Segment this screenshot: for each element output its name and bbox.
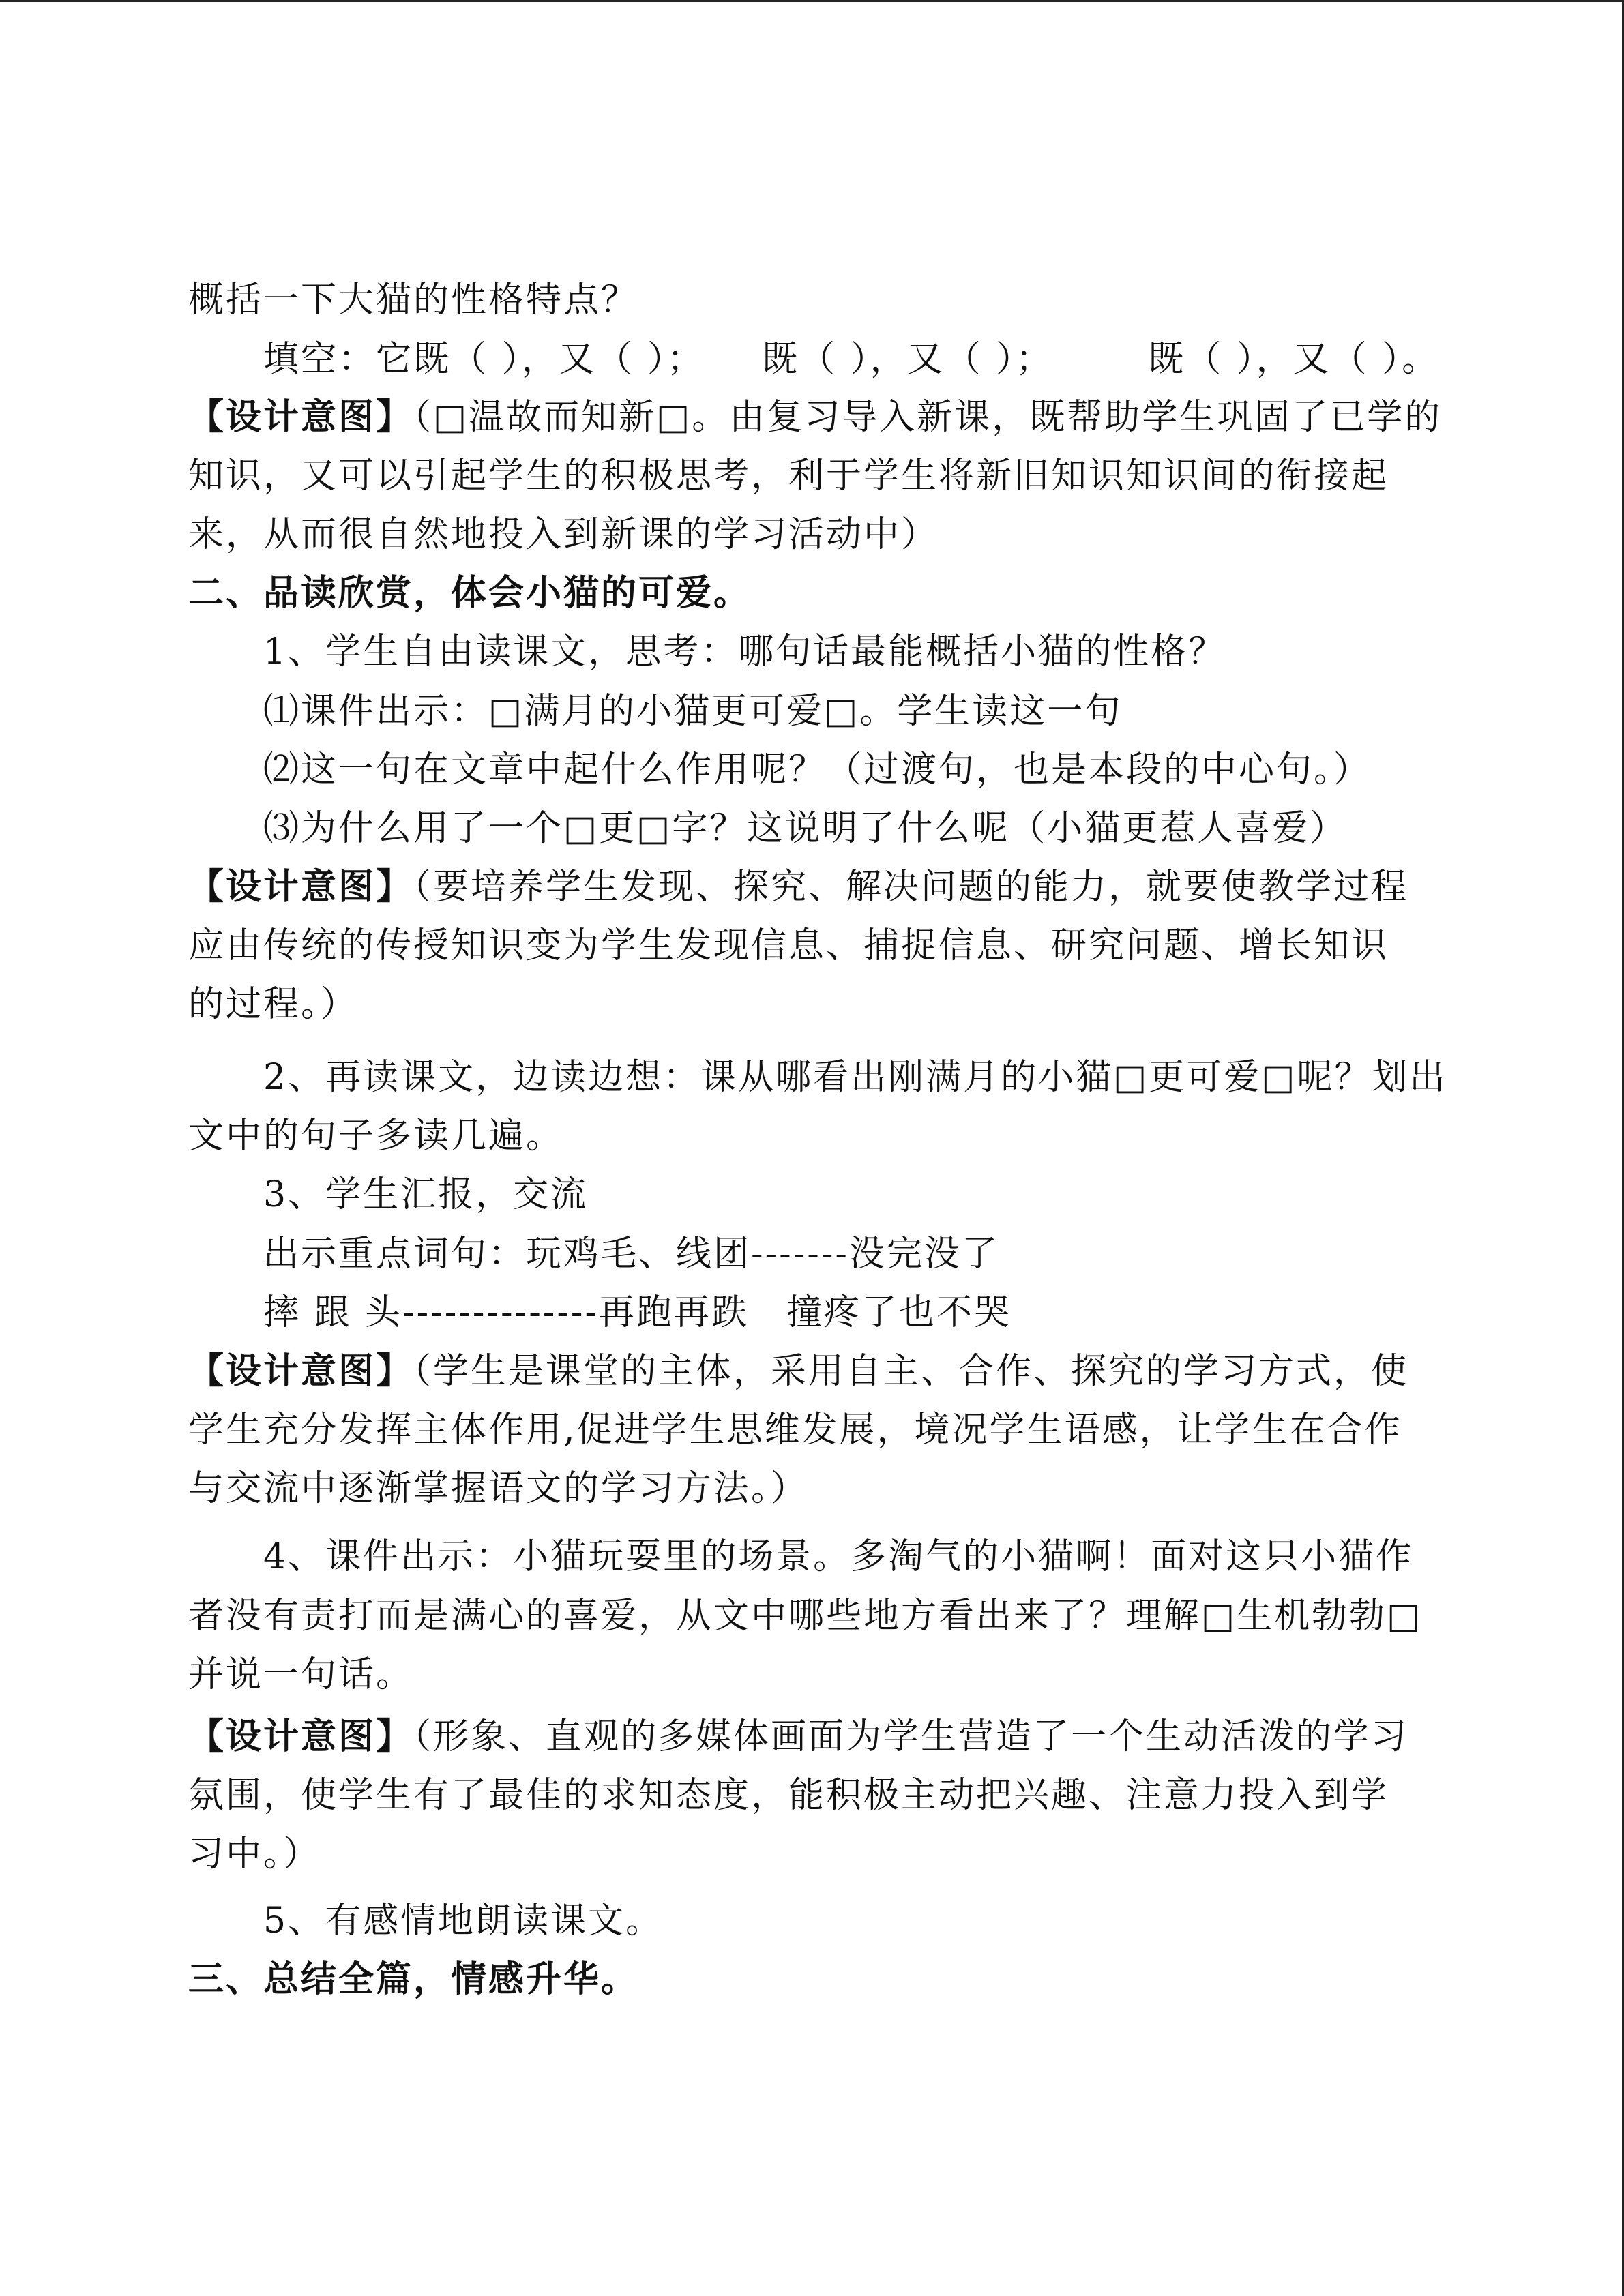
text-line: 填空：它既（ ），又（ ）； 既（ ），又（ ）； 既（ ），又（ ）。 bbox=[263, 339, 1440, 380]
text-line: 摔 跟 头--------------再跑再跌 撞疼了也不哭 bbox=[263, 1292, 1012, 1333]
text-line: 4、课件出示：小猫玩耍里的场景。多淘气的小猫啊！面对这只小猫作 bbox=[263, 1536, 1414, 1577]
text-line: ⑴课件出示：□满月的小猫更可爱□。学生读这一句 bbox=[263, 691, 1123, 732]
text-line: 5、有感情地朗读课文。 bbox=[263, 1900, 664, 1941]
text-line: 出示重点词句：玩鸡毛、线团-------没完没了 bbox=[263, 1234, 999, 1274]
text-line: 并说一句话。 bbox=[188, 1654, 414, 1695]
text-line: 知识，又可以引起学生的积极思考，利于学生将新旧知识知识间的衔接起 bbox=[188, 456, 1389, 496]
design-intent-label: 【设计意图】 bbox=[188, 1351, 414, 1392]
text-line: 概括一下大猫的性格特点？ bbox=[188, 280, 639, 320]
text-line: 1、学生自由读课文，思考：哪句话最能概括小猫的性格？ bbox=[263, 631, 1226, 672]
design-intent-label: 【设计意图】 bbox=[188, 397, 414, 438]
text-line: 者没有责打而是满心的喜爱，从文中哪些地方看出来了？理解□生机勃勃□ bbox=[188, 1596, 1423, 1637]
section-heading: 二、品读欣赏，体会小猫的可爱。 bbox=[188, 573, 752, 614]
text-line: 与交流中逐渐掌握语文的学习方法。） bbox=[188, 1468, 809, 1509]
text-line: 来，从而很自然地投入到新课的学习活动中） bbox=[188, 514, 939, 555]
design-intent-line: 【设计意图】（要培养学生发现、探究、解决问题的能力，就要使教学过程 bbox=[188, 867, 1409, 908]
design-intent-line: 【设计意图】（学生是课堂的主体，采用自主、合作、探究的学习方式，使 bbox=[188, 1351, 1409, 1392]
design-intent-label: 【设计意图】 bbox=[188, 1716, 414, 1757]
text-line: 的过程。） bbox=[188, 984, 359, 1025]
text-line: 2、再读课文，边读边想：课从哪看出刚满月的小猫□更可爱□呢？划出 bbox=[263, 1057, 1447, 1098]
text-line: 应由传统的传授知识变为学生发现信息、捕捉信息、研究问题、增长知识 bbox=[188, 925, 1389, 966]
text-line: ⑵这一句在文章中起什么作用呢？（过渡句，也是本段的中心句。） bbox=[263, 749, 1372, 790]
text-line: 学生充分发挥主体作用,促进学生思维发展，境况学生语感，让学生在合作 bbox=[188, 1410, 1402, 1450]
text-line: 3、学生汇报，交流 bbox=[263, 1174, 589, 1215]
text-line: 习中。） bbox=[188, 1834, 321, 1875]
page-top-border bbox=[0, 0, 1624, 2]
text-line: 文中的句子多读几遍。 bbox=[188, 1116, 564, 1157]
text-line: ⑶为什么用了一个□更□字？这说明了什么呢（小猫更惹人喜爱） bbox=[263, 808, 1348, 849]
section-heading: 三、总结全篇，情感升华。 bbox=[188, 1959, 639, 2000]
design-intent-line: 【设计意图】（形象、直观的多媒体画面为学生营造了一个生动活泼的学习 bbox=[188, 1716, 1409, 1757]
design-intent-line: 【设计意图】（□温故而知新□。由复习导入新课，既帮助学生巩固了已学的 bbox=[188, 397, 1443, 438]
design-intent-label: 【设计意图】 bbox=[188, 867, 414, 908]
text-line: 氛围，使学生有了最佳的求知态度，能积极主动把兴趣、注意力投入到学 bbox=[188, 1775, 1389, 1816]
